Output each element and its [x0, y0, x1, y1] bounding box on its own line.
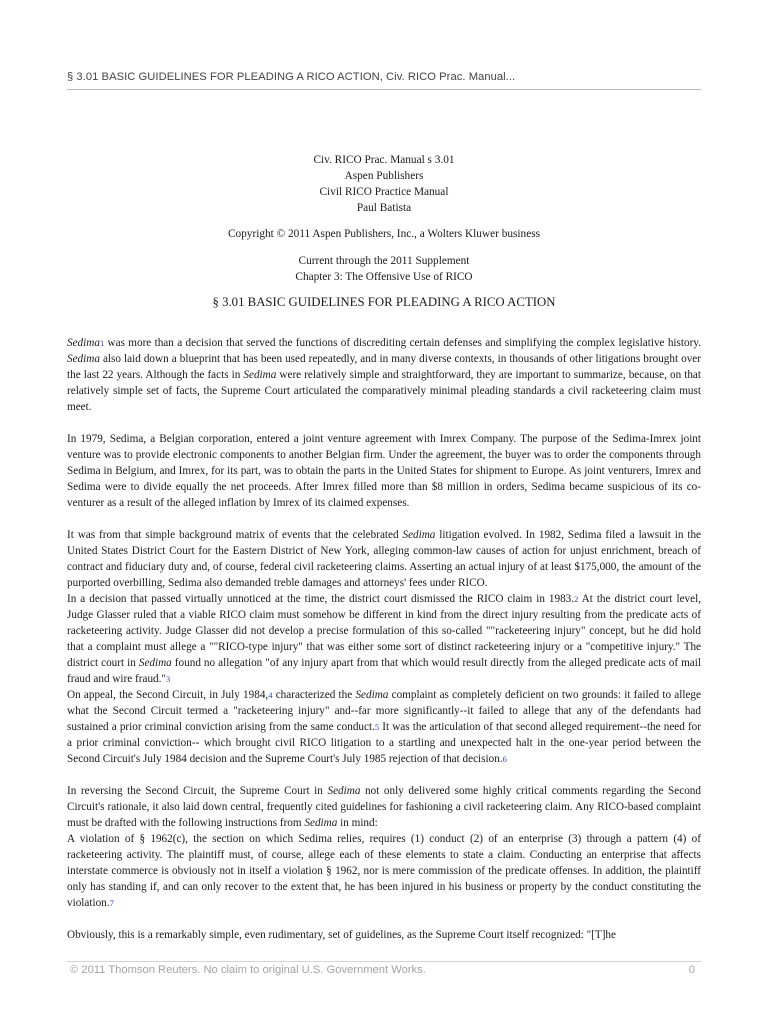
paragraph-gap [67, 415, 701, 431]
currency-line: Current through the 2011 Supplement [298, 255, 470, 267]
paragraph-text: litigation evolved. In 1982, Sedima filed a lawsuit in the United States District Court for the Eastern District of New York, alleging common-law causes of action for unjust enrichment, breach of contract and fiduciary duty and, of course, federal civil racketeering claims. Asserting an actual injury of at least $175,000, the amount of the purported overbilling, Sedima also demanded treble damages and attorneys' fees under RICO. [67, 529, 702, 589]
paragraph-text: It was from that simple background matrix of events that the celebrated [67, 529, 403, 541]
paragraph-5 [67, 687, 701, 767]
paragraph-text: complaint as completely deficient on two grounds: it failed to allege what the Second Circuit termed a "racketeering injury" and--far more significantly--it failed to allege that any of the defendants had sustained a prior criminal conviction arising from the same conduct. [67, 689, 701, 733]
footnote-link[interactable]: 3 [166, 674, 171, 684]
paragraph-text: characterized the [272, 689, 356, 701]
paragraph-8 [67, 927, 701, 943]
paragraph-4 [67, 591, 701, 687]
footnote-link[interactable]: 2 [574, 594, 579, 604]
paragraph-text: also laid down a blueprint that has been used repeatedly, and in many diverse contexts, in thousands of other litigations brought over the last 22 years. Although the facts in [67, 353, 701, 381]
case-name: Sedima [67, 337, 100, 349]
paragraph-text: In a decision that passed virtually unnoticed at the time, the district court dismissed the RICO claim in 1983. [67, 593, 575, 605]
paragraph-text: were relatively simple and straightforward, they are important to summarize, because, on that relatively simple set of facts, the Supreme Court articulated the comparatively minimal pleading standards a civil racketeering claim must meet. [67, 369, 701, 413]
paragraph-2 [67, 431, 701, 511]
section-title: § 3.01 BASIC GUIDELINES FOR PLEADING A RICO ACTION [212, 295, 556, 309]
paragraph-text: Obviously, this is a remarkably simple, even rudimentary, set of guidelines, as the Supreme Court itself recognized: "[T]he [67, 929, 616, 941]
footnote-link[interactable]: 6 [502, 754, 507, 764]
footnote-link[interactable]: 4 [268, 690, 273, 700]
footer-divider [67, 961, 701, 962]
footnote-link[interactable]: 5 [374, 722, 380, 732]
paragraph-text: It was the articulation of that second alleged requirement--the need for a prior criminal conviction-- which brought civil RICO litigation to a startling and unexpected halt in the one-year period between the Second Circuit's July 1984 decision and the Supreme Court's July 1985 rejection of that decision. [67, 721, 701, 765]
case-name: Sedima [243, 369, 277, 381]
chapter-line: Chapter 3: The Offensive Use of RICO [295, 271, 473, 283]
paragraph-1 [67, 335, 701, 415]
paragraph-gap [67, 767, 701, 783]
paragraph-text: not only delivered some highly critical comments regarding the Second Circuit's rationale, it also laid down central, frequently cited guidelines for fashioning a civil racketeering claim. Any RICO-based complaint must be drafted with the following instructions from [67, 785, 701, 829]
paragraph-text: In reversing the Second Circuit, the Supreme Court in [67, 785, 328, 797]
paragraph-text: A violation of § 1962(c), the section on which Sedima relies, requires (1) conduct (2) of an enterprise (3) through a pattern (4) of racketeering activity. The plaintiff must, of course, allege each of these elements to state a claim. Conducting an enterprise that affects interstate commerce is obviously not in itself a violation § 1962, nor is mere commission of the predicate offenses. In addition, the plaintiff only has standing if, and can only recover to the extent that, he has been injured in his business or property by the conduct constituting the violation. [67, 833, 701, 909]
author-line: Paul Batista [356, 202, 412, 214]
case-name: Sedima [138, 657, 172, 669]
case-name: Sedima [67, 353, 100, 365]
case-name: Sedima [304, 817, 338, 829]
paragraph-gap [67, 911, 701, 927]
footnote-link[interactable]: 1 [99, 338, 105, 348]
paragraph-text: was more than a decision that served the functions of discrediting certain defenses and simplifying the complex legislative history. [104, 337, 701, 349]
paragraph-text: At the district court level, Judge Glasser ruled that a viable RICO claim must somehow be different in kind from the direct injury resulting from the predicate acts of racketeering activity. Judge Glasser did not develop a precise formulation of this so-called ""racketeering injury" concept, but he did hold that a complaint must allege a ""RICO-type injury" that was either some sort of distinct racketeering injury or a "competitive injury." The district court in [67, 593, 701, 669]
publisher-line: Aspen Publishers [344, 170, 424, 182]
case-name: Sedima [402, 529, 436, 541]
case-name: Sedima [327, 785, 361, 797]
running-header-title: § 3.01 BASIC GUIDELINES FOR PLEADING A RICO ACTION, Civ. RICO Prac. Manual... [67, 71, 516, 83]
case-name: Sedima [355, 689, 389, 701]
copyright-line: Copyright © 2011 Aspen Publishers, Inc., a Wolters Kluwer business [227, 228, 541, 240]
page-footer [67, 964, 701, 980]
footer-copyright: © 2011 Thomson Reuters. No claim to original U.S. Government Works. [70, 964, 426, 976]
paragraph-text: in mind: [337, 817, 378, 829]
page-number: 0 [688, 964, 695, 976]
footnote-link[interactable]: 7 [109, 898, 114, 908]
block-quote [67, 831, 701, 911]
citation-line: Civ. RICO Prac. Manual s 3.01 [313, 154, 455, 166]
body-text [67, 335, 701, 943]
header-divider [67, 89, 701, 90]
paragraph-text: found no allegation "of any injury apart from that which would result directly from the alleged predicate acts of mail fraud and wire fraud." [67, 657, 701, 685]
paragraph-text: In 1979, Sedima, a Belgian corporation, entered a joint venture agreement with Imrex Company. The purpose of the Sedima-Imrex joint venture was to provide electronic components to another Belgian firm. Under the agreement, the buyer was to order the components through Sedima in Belgium, and Imrex, for its part, was to obtain the parts in the United States for shipment to Europe. As joint venturers, Imrex and Sedima were to divide equally the net proceeds. After Imrex filled more than $8 million in orders, Sedima became suspicious of its co-venturer as a result of the alleged inflation by Imrex of its claimed expenses. [67, 433, 701, 509]
work-title-line: Civil RICO Practice Manual [319, 186, 449, 198]
paragraph-gap [67, 511, 701, 527]
paragraph-6 [67, 783, 701, 831]
paragraph-text: On appeal, the Second Circuit, in July 1984, [67, 689, 269, 701]
paragraph-3 [67, 527, 701, 591]
